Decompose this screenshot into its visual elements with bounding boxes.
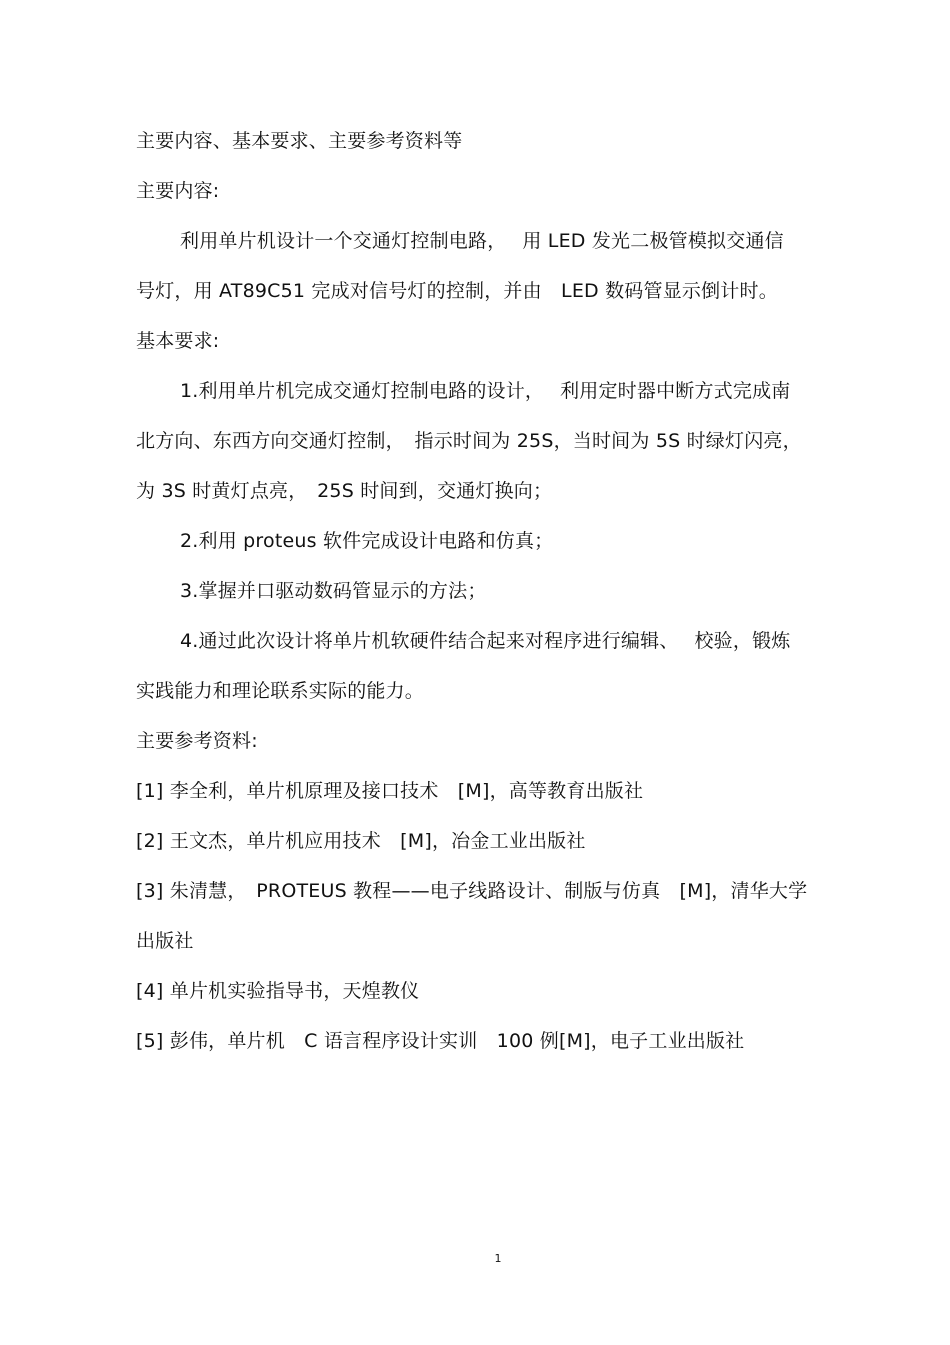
requirement-line-6: 4.通过此次设计将单片机软硬件结合起来对程序进行编辑、 校验，锻炼 <box>180 630 791 652</box>
requirement-line-3: 为 3S 时黄灯点亮， 25S 时间到，交通灯换向； <box>136 480 553 502</box>
reference-line-2: [2] 王文杰，单片机应用技术 [M]，冶金工业出版社 <box>136 830 586 852</box>
reference-line-4: 出版社 <box>136 930 194 952</box>
reference-line-6: [5] 彭伟，单片机 C 语言程序设计实训 100 例[M]，电子工业出版社 <box>136 1030 745 1052</box>
requirement-line-5: 3.掌握并口驱动数码管显示的方法； <box>180 580 487 602</box>
references-label: 主要参考资料: <box>136 730 258 752</box>
requirement-line-2: 北方向、东西方向交通灯控制， 指示时间为 25S，当时间为 5S 时绿灯闪亮， <box>136 430 802 452</box>
requirement-line-7: 实践能力和理论联系实际的能力。 <box>136 680 425 702</box>
reference-line-3: [3] 朱清慧， PROTEUS 教程——电子线路设计、制版与仿真 [M]，清华大学 <box>136 880 808 902</box>
page-number: 1 <box>494 1252 502 1265</box>
section-heading: 主要内容、基本要求、主要参考资料等 <box>136 130 463 152</box>
requirement-line-4: 2.利用 proteus 软件完成设计电路和仿真； <box>180 530 554 552</box>
basic-requirements-label: 基本要求: <box>136 330 220 352</box>
reference-line-5: [4] 单片机实验指导书，天煌教仪 <box>136 980 420 1002</box>
main-content-label: 主要内容: <box>136 180 220 202</box>
reference-line-1: [1] 李全利，单片机原理及接口技术 [M]，高等教育出版社 <box>136 780 644 802</box>
main-content-line-2: 号灯，用 AT89C51 完成对信号灯的控制，并由 LED 数码管显示倒计时。 <box>136 280 778 302</box>
main-content-line-1: 利用单片机设计一个交通灯控制电路， 用 LED 发光二极管模拟交通信 <box>180 230 784 252</box>
requirement-line-1: 1.利用单片机完成交通灯控制电路的设计， 利用定时器中断方式完成南 <box>180 380 791 402</box>
